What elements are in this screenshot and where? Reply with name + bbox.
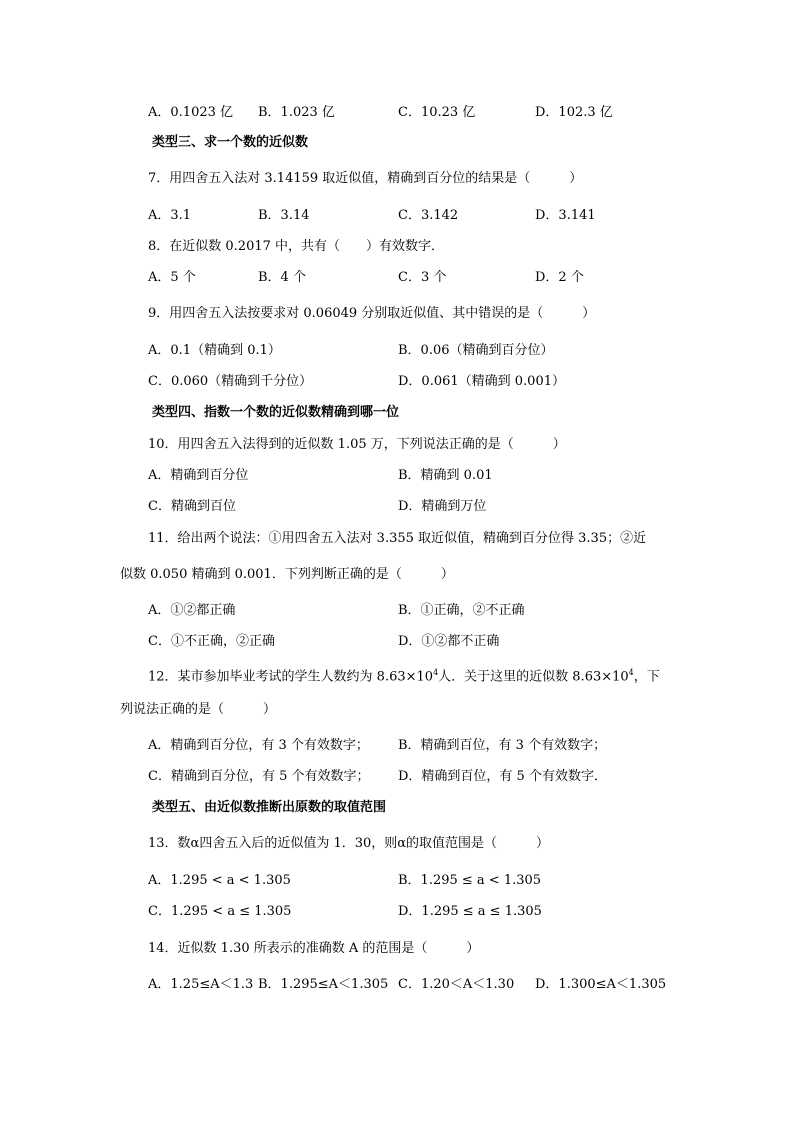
q11-option-a: A．①②都正确 [148, 603, 236, 618]
q14-option-d: D．1.300≤A＜1.305 [535, 977, 667, 992]
question-8-stem: 8．在近似数 0.2017 中，共有（ ）有效数字． [148, 239, 445, 254]
q12-option-b: B．精确到百位，有 3 个有效数字； [398, 738, 607, 753]
q11-option-b: B．①正确，②不正确 [398, 603, 525, 618]
q12-option-c: C．精确到百分位，有 5 个有效数字； [148, 769, 370, 784]
q10-option-d: D．精确到万位 [398, 499, 487, 514]
question-12-stem-line1 [148, 664, 660, 686]
q11-option-c: C．①不正确，②正确 [148, 634, 275, 649]
section-heading-type5: 类型五、由近似数推断出原数的取值范围 [152, 800, 387, 815]
option-b: B．1.023 亿 [258, 105, 335, 120]
question-13-stem: 13．数α四舍五入后的近似值为 1．30，则α的取值范围是（ ） [148, 836, 550, 851]
option-d: D．102.3 亿 [535, 105, 613, 120]
q7-option-d: D．3.141 [535, 208, 596, 223]
q12-stem-part1: 12．某市参加毕业考试的学生人数约为 8.63×10 [148, 669, 434, 685]
q12-exponent-2: 4 [628, 668, 634, 677]
q9-option-a: A．0.1（精确到 0.1） [148, 343, 281, 358]
q14-option-c: C．1.20＜A＜1.30 [398, 977, 515, 992]
q7-option-a: A．3.1 [148, 208, 192, 223]
q10-option-a: A．精确到百分位 [148, 468, 249, 483]
q12-stem-part3: ，下 [633, 669, 660, 685]
q11-option-d: D．①②都不正确 [398, 634, 500, 649]
question-7-stem: 7．用四舍五入法对 3.14159 取近似值，精确到百分位的结果是（ ） [148, 171, 583, 186]
q10-option-b: B．精确到 0.01 [398, 468, 493, 483]
section-heading-type4: 类型四、指数一个数的近似数精确到哪一位 [152, 405, 400, 420]
q8-option-a: A．5 个 [148, 270, 196, 285]
q9-option-c: C．0.060（精确到千分位） [148, 374, 313, 389]
q14-option-b: B．1.295≤A＜1.305 [258, 977, 389, 992]
q8-option-b: B．4 个 [258, 270, 306, 285]
q7-option-c: C．3.142 [398, 208, 459, 223]
question-10-stem: 10．用四舍五入法得到的近似数 1.05 万，下列说法正确的是（ ） [148, 437, 566, 452]
q9-option-d: D．0.061（精确到 0.001） [398, 374, 565, 389]
question-11-stem-line2: 似数 0.050 精确到 0.001．下列判断正确的是（ ） [120, 567, 454, 582]
q14-option-a: A．1.25≤A＜1.3 [148, 977, 254, 992]
q12-exponent-1: 4 [433, 668, 439, 677]
option-a: A．0.1023 亿 [148, 105, 234, 120]
question-14-stem: 14．近似数 1.30 所表示的准确数 A 的范围是（ ） [148, 941, 480, 956]
q12-option-d: D．精确到百位，有 5 个有效数字． [398, 769, 607, 784]
q10-option-c: C．精确到百位 [148, 499, 236, 514]
q9-option-b: B．0.06（精确到百分位） [398, 343, 554, 358]
q12-stem-part2: 人．关于这里的近似数 8.63×10 [438, 669, 629, 685]
option-c: C．10.23 亿 [398, 105, 476, 120]
q13-option-b: B．1.295 ≤ a < 1.305 [398, 873, 542, 888]
question-12-stem-line2: 列说法正确的是（ ） [120, 702, 277, 717]
question-11-stem-line1: 11．给出两个说法：①用四舍五入法对 3.355 取近似值，精确到百分位得 3.35；②近 [148, 531, 647, 546]
q13-option-a: A．1.295 < a < 1.305 [148, 873, 291, 888]
q8-option-d: D．2 个 [535, 270, 584, 285]
q7-option-b: B．3.14 [258, 208, 310, 223]
q13-option-d: D．1.295 ≤ a ≤ 1.305 [398, 904, 542, 919]
section-heading-type3: 类型三、求一个数的近似数 [152, 135, 309, 150]
q12-option-a: A．精确到百分位，有 3 个有效数字； [148, 738, 369, 753]
question-9-stem: 9．用四舍五入法按要求对 0.06049 分别取近似值、其中错误的是（ ） [148, 306, 596, 321]
q8-option-c: C．3 个 [398, 270, 447, 285]
q13-option-c: C．1.295 < a ≤ 1.305 [148, 904, 292, 919]
